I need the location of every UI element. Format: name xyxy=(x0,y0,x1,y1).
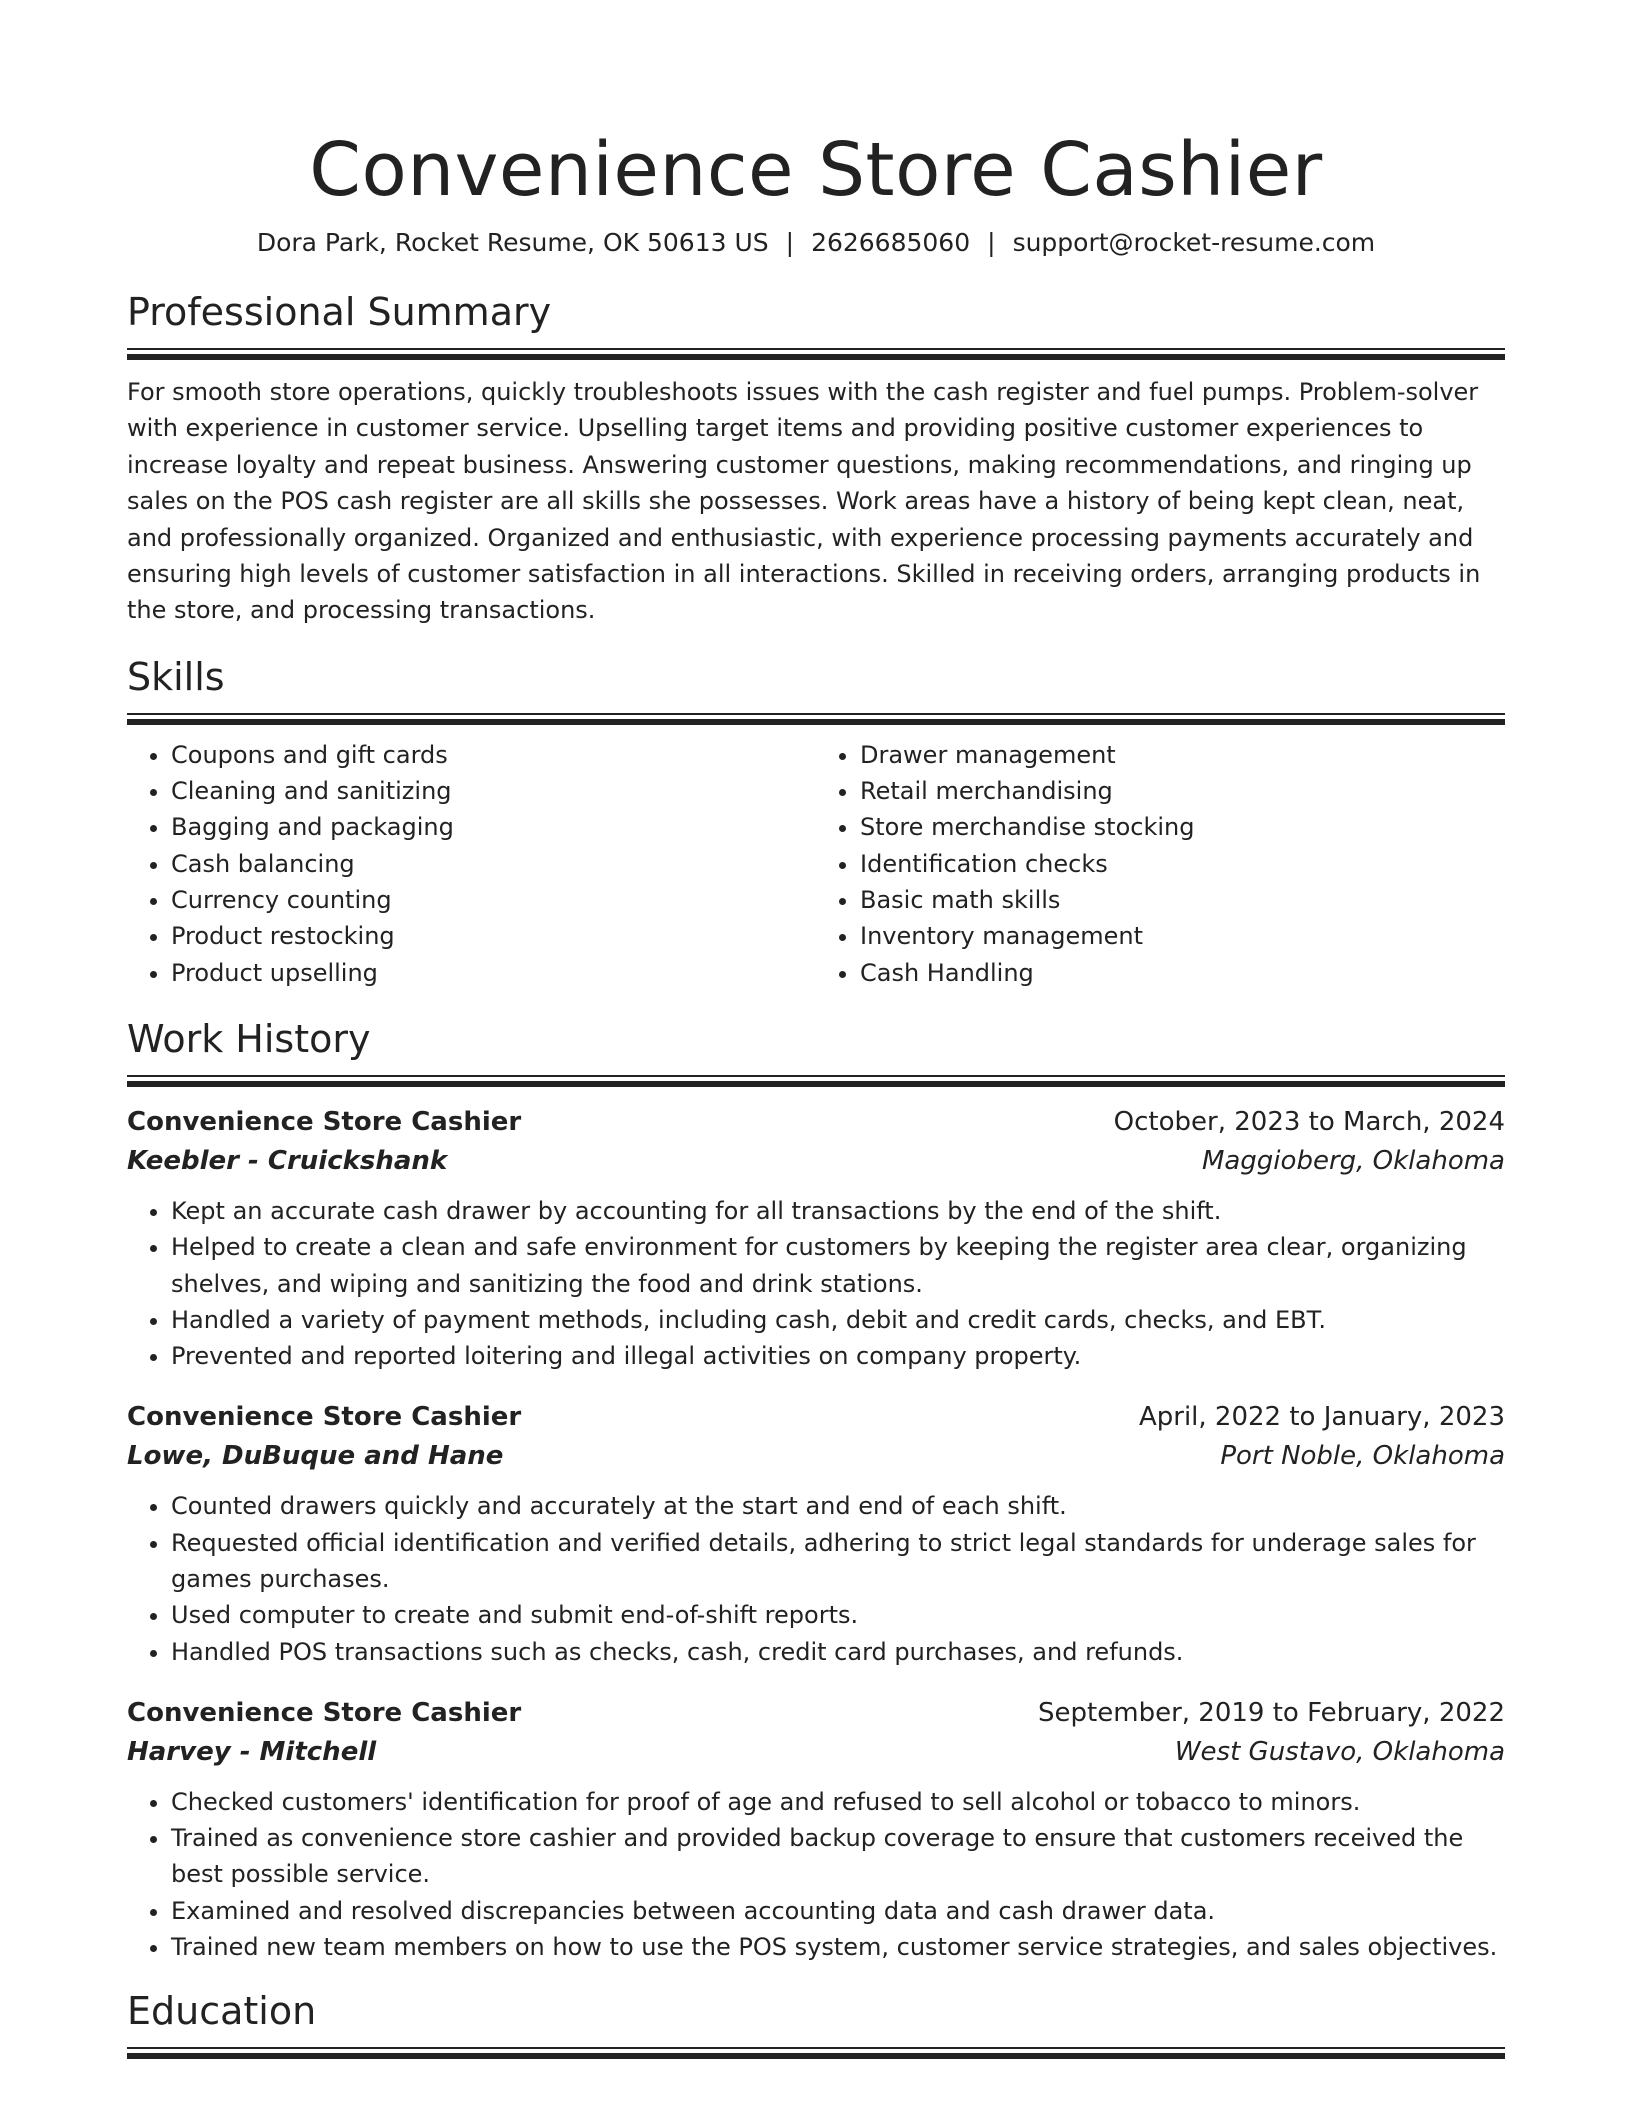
skill-item: • Cash balancing xyxy=(171,846,816,882)
summary-text: For smooth store operations, quickly troubleshoots issues with the cash register and fuel pumps. Problem-solver with experience in customer service. Upselling target items and providing positive customer experiences to increase loyalty and repeat business. Answering customer questions, making recommendations, and ringing up sales on the POS cash register are all skills she possesses. Work areas have a history of being kept clean, neat, and professionally organized. Organized and enthusiastic, with experience processing payments accurately and ensuring high levels of customer satisfaction in all interactions. Skilled in receiving orders, arranging products in the store, and processing transactions. xyxy=(127,378,1481,625)
contact-separator: | xyxy=(785,228,795,257)
job-title: Convenience Store Cashier xyxy=(127,1402,522,1433)
section-heading-skills: Skills xyxy=(127,654,225,699)
job-bullet: • Handled a variety of payment methods, including cash, debit and credit cards, checks, and EBT. xyxy=(171,1302,1505,1338)
job-bullets xyxy=(127,1488,1505,1669)
job-company: Keebler - Cruickshank xyxy=(127,1145,448,1176)
job-location: Port Noble, Oklahoma xyxy=(1220,1441,1505,1472)
job-title: Convenience Store Cashier xyxy=(127,1697,522,1728)
skill-item: • Cash Handling xyxy=(860,955,1505,991)
job-dates: April, 2022 to January, 2023 xyxy=(1138,1402,1505,1433)
skill-item: • Bagging and packaging xyxy=(171,809,816,845)
skill-item: • Product upselling xyxy=(171,955,816,991)
job-header-row xyxy=(127,1694,1505,1733)
job-bullet: • Trained new team members on how to use the POS system, customer service strategies, and sales objectives. xyxy=(171,1929,1505,1965)
job-location: West Gustavo, Oklahoma xyxy=(1174,1736,1505,1767)
job-header-row xyxy=(127,1103,1505,1142)
section-divider xyxy=(127,2047,1505,2059)
job-bullets xyxy=(127,1193,1505,1374)
summary-section xyxy=(127,288,1505,629)
job-entry xyxy=(127,1694,1505,1965)
section-heading-summary: Professional Summary xyxy=(127,290,552,334)
job-bullet: • Helped to create a clean and safe environment for customers by keeping the register area clear, organizing shelves, and wiping and sanitizing the food and drink stations. xyxy=(171,1229,1505,1302)
skill-item: • Product restocking xyxy=(171,918,816,954)
skills-section xyxy=(127,653,1505,991)
job-bullet: • Kept an accurate cash drawer by accounting for all transactions by the end of the shift. xyxy=(171,1193,1505,1229)
job-bullet: • Trained as convenience store cashier and provided backup coverage to ensure that customers received the best possible service. xyxy=(171,1820,1505,1893)
education-section xyxy=(127,1987,1505,2059)
job-location: Maggioberg, Oklahoma xyxy=(1201,1145,1505,1176)
job-entry xyxy=(127,1103,1505,1374)
job-bullet: • Prevented and reported loitering and illegal activities on company property. xyxy=(171,1338,1505,1374)
skill-item: • Inventory management xyxy=(860,918,1505,954)
skill-item: • Retail merchandising xyxy=(860,773,1505,809)
section-divider xyxy=(127,348,1505,360)
job-subheader-row xyxy=(127,1437,1505,1476)
job-subheader-row xyxy=(127,1142,1505,1181)
job-bullet: • Used computer to create and submit end-of-shift reports. xyxy=(171,1597,1505,1633)
skills-list-right xyxy=(816,737,1505,991)
skills-columns xyxy=(127,737,1505,991)
job-dates: October, 2023 to March, 2024 xyxy=(1113,1106,1505,1137)
contact-email: support@rocket-resume.com xyxy=(1012,228,1376,257)
skill-item: • Store merchandise stocking xyxy=(860,809,1505,845)
contact-line xyxy=(127,226,1505,260)
section-heading-work-history: Work History xyxy=(127,1016,371,1061)
section-divider xyxy=(127,1075,1505,1087)
job-bullet: • Counted drawers quickly and accurately at the start and end of each shift. xyxy=(171,1488,1505,1524)
job-dates: September, 2019 to February, 2022 xyxy=(1038,1697,1505,1728)
job-bullet: • Handled POS transactions such as checks, cash, credit card purchases, and refunds. xyxy=(171,1634,1505,1670)
job-bullets xyxy=(127,1784,1505,1965)
skill-item: • Cleaning and sanitizing xyxy=(171,773,816,809)
contact-separator: | xyxy=(987,228,996,257)
contact-address: Dora Park, Rocket Resume, OK 50613 US xyxy=(256,228,769,257)
skill-item: • Coupons and gift cards xyxy=(171,737,816,773)
work-history-section xyxy=(127,1015,1505,1965)
job-bullet: • Requested official identification and verified details, adhering to strict legal standards for underage sales for games purchases. xyxy=(171,1525,1505,1598)
job-company: Harvey - Mitchell xyxy=(127,1736,377,1767)
skills-list-left xyxy=(127,737,816,991)
section-heading-education: Education xyxy=(127,1989,317,2034)
job-bullet: • Checked customers' identification for proof of age and refused to sell alcohol or tobacco to minors. xyxy=(171,1784,1505,1820)
job-title: Convenience Store Cashier xyxy=(127,1106,522,1137)
job-company: Lowe, DuBuque and Hane xyxy=(127,1441,504,1472)
contact-phone: 2626685060 xyxy=(811,228,971,257)
skill-item: • Basic math skills xyxy=(860,882,1505,918)
job-header-row xyxy=(127,1398,1505,1437)
skill-item: • Currency counting xyxy=(171,882,816,918)
skill-item: • Drawer management xyxy=(860,737,1505,773)
section-divider xyxy=(127,713,1505,725)
job-bullet: • Examined and resolved discrepancies between accounting data and cash drawer data. xyxy=(171,1893,1505,1929)
skill-item: • Identification checks xyxy=(860,846,1505,882)
resume-name: Convenience Store Cashier xyxy=(309,127,1323,213)
job-subheader-row xyxy=(127,1733,1505,1772)
job-entry xyxy=(127,1398,1505,1669)
